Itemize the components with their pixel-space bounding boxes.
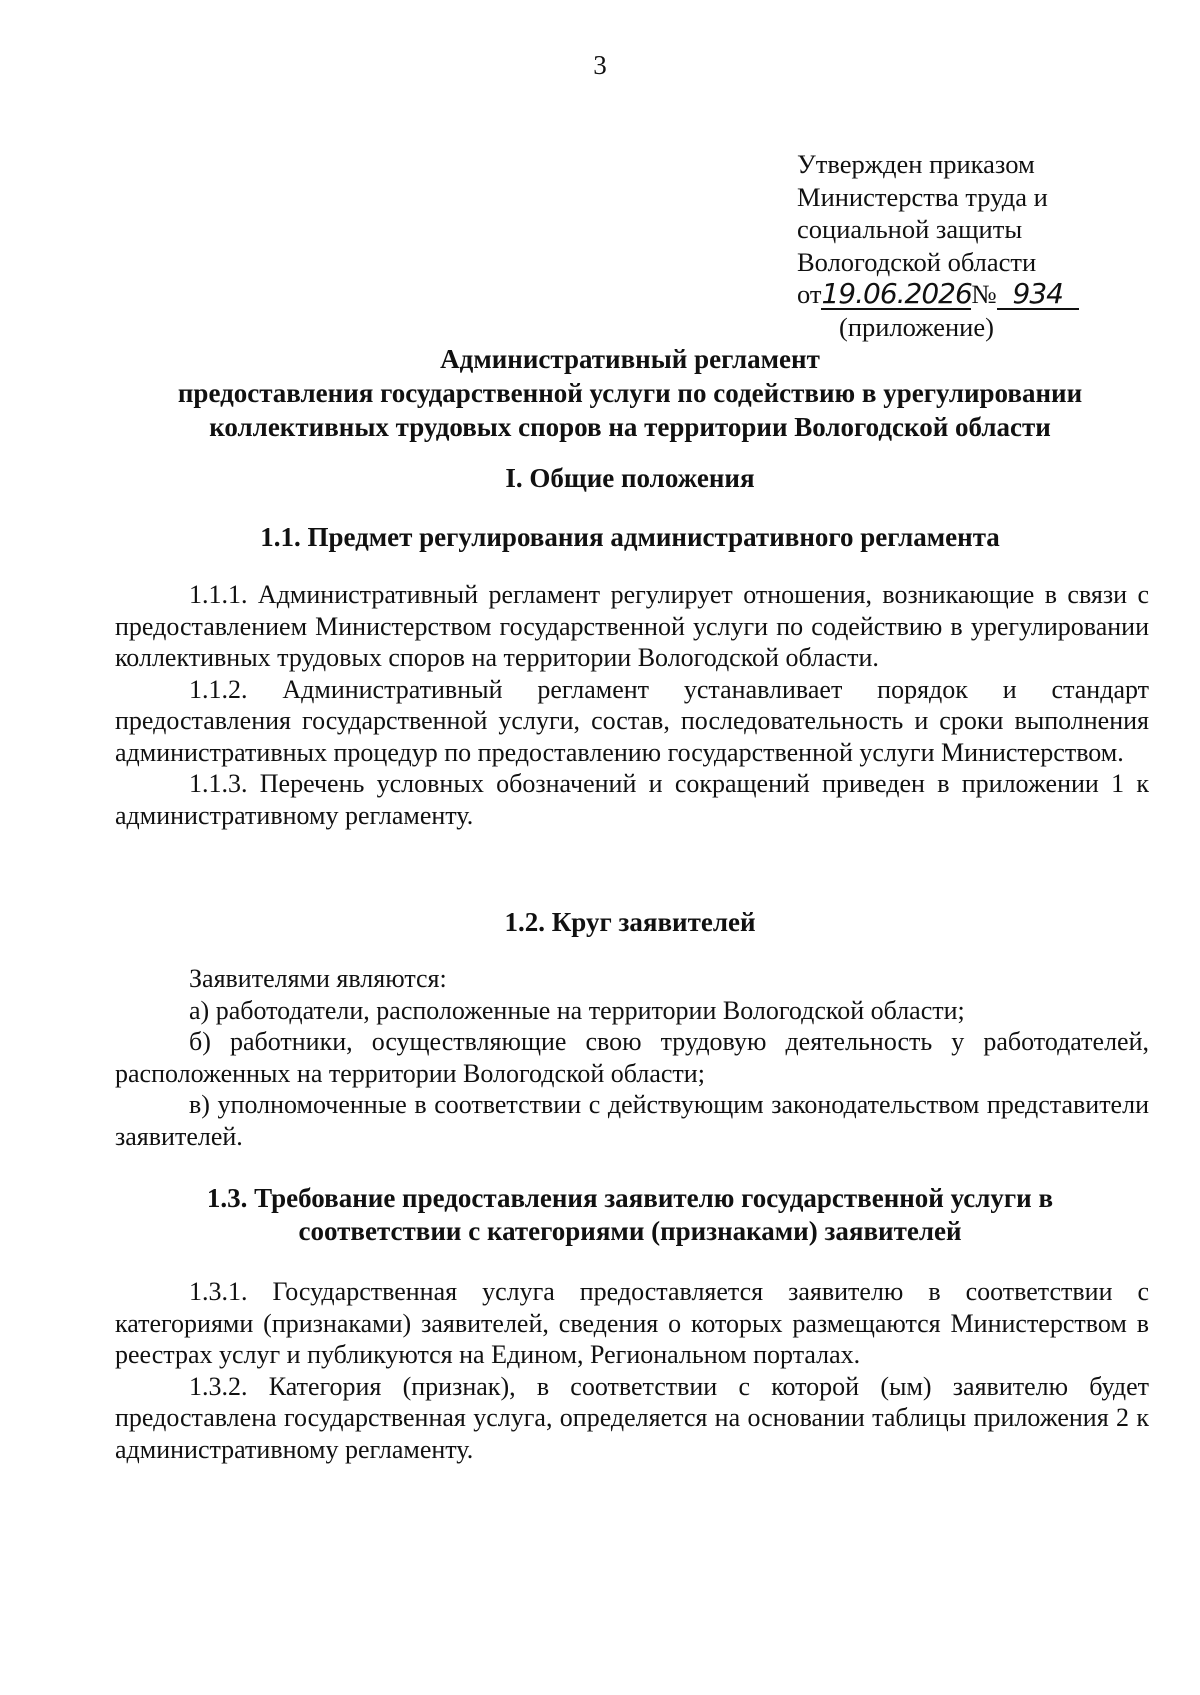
heading-1-3-line-1: 1.3. Требование предоставления заявителю государственной услуги в xyxy=(206,1183,1054,1213)
heading-1-3-line-2: соответствии с категориями (признаками) заявителей xyxy=(298,1216,962,1246)
handwritten-date: 19.06.2026 xyxy=(821,277,972,310)
subsection-heading-1-3 xyxy=(110,1182,1150,1248)
page-number: 3 xyxy=(593,50,607,80)
paragraph-applicants-a: а) работодатели, расположенные на территории Вологодской области; xyxy=(189,995,965,1025)
subsection-1-2-body xyxy=(115,963,1149,1152)
subsection-1-1-body xyxy=(115,579,1149,831)
approval-line-1: Утвержден приказом xyxy=(797,149,1035,179)
title-line-2: предоставления государственной услуги по содействию в урегулировании xyxy=(177,378,1083,408)
paragraph-1-1-3: 1.1.3. Перечень условных обозначений и сокращений приведен в приложении 1 к административному регламенту. xyxy=(115,769,1149,830)
paragraph-1-3-2: 1.3.2. Категория (признак), в соответствии с которой (ым) заявителю будет предоставлена государственная услуга, определяется на основании таблицы приложения 2 к административному регламенту. xyxy=(115,1371,1149,1464)
section-heading: I. Общие положения xyxy=(505,463,755,493)
paragraph-applicants-b: б) работники, осуществляющие свою трудовую деятельность у работодателей, расположенных на территории Вологодской области; xyxy=(115,1027,1149,1088)
paragraph-applicants-intro: Заявителями являются: xyxy=(189,964,447,993)
subsection-heading-1-2: 1.2. Круг заявителей xyxy=(504,907,756,937)
number-label: № xyxy=(971,279,997,309)
paragraph-1-3-1: 1.3.1. Государственная услуга предоставляется заявителю в соответствии с категориями (признаками) заявителей, сведения о которых размещаются Министерством в реестрах услуг и публикуются на Едином, Региональном порталах. xyxy=(115,1277,1149,1369)
approval-line-3: социальной защиты xyxy=(797,214,1023,244)
subsection-heading-1-1: 1.1. Предмет регулирования административного регламента xyxy=(260,522,1000,552)
paragraph-applicants-c: в) уполномоченные в соответствии с действующим законодательством представители заявителей. xyxy=(115,1090,1149,1151)
date-prefix: от xyxy=(797,279,822,309)
title-line-1: Административный регламент xyxy=(440,344,820,374)
paragraph-1-1-1: 1.1.1. Административный регламент регулирует отношения, возникающие в связи с предоставлением Министерством государственной услуги по содействию в урегулировании коллективных трудовых споров на территории Вологодской области. xyxy=(115,580,1149,672)
paragraph-1-1-2: 1.1.2. Административный регламент устанавливает порядок и стандарт предоставления государственной услуги, состав, последовательность и сроки выполнения административных процедур по предоставлению государственной услуги Министерством. xyxy=(115,674,1149,767)
approval-date-line xyxy=(797,278,1117,311)
handwritten-number: 934 xyxy=(997,280,1079,310)
subsection-1-3-body xyxy=(115,1276,1149,1465)
approval-suffix: (приложение) xyxy=(839,311,994,342)
approval-line-4: Вологодской области xyxy=(797,246,1037,277)
approval-block xyxy=(797,148,1117,343)
approval-line-2: Министерства труда и xyxy=(797,181,1048,212)
title-line-3: коллективных трудовых споров на территории Вологодской области xyxy=(209,412,1051,442)
document-title xyxy=(110,342,1150,444)
